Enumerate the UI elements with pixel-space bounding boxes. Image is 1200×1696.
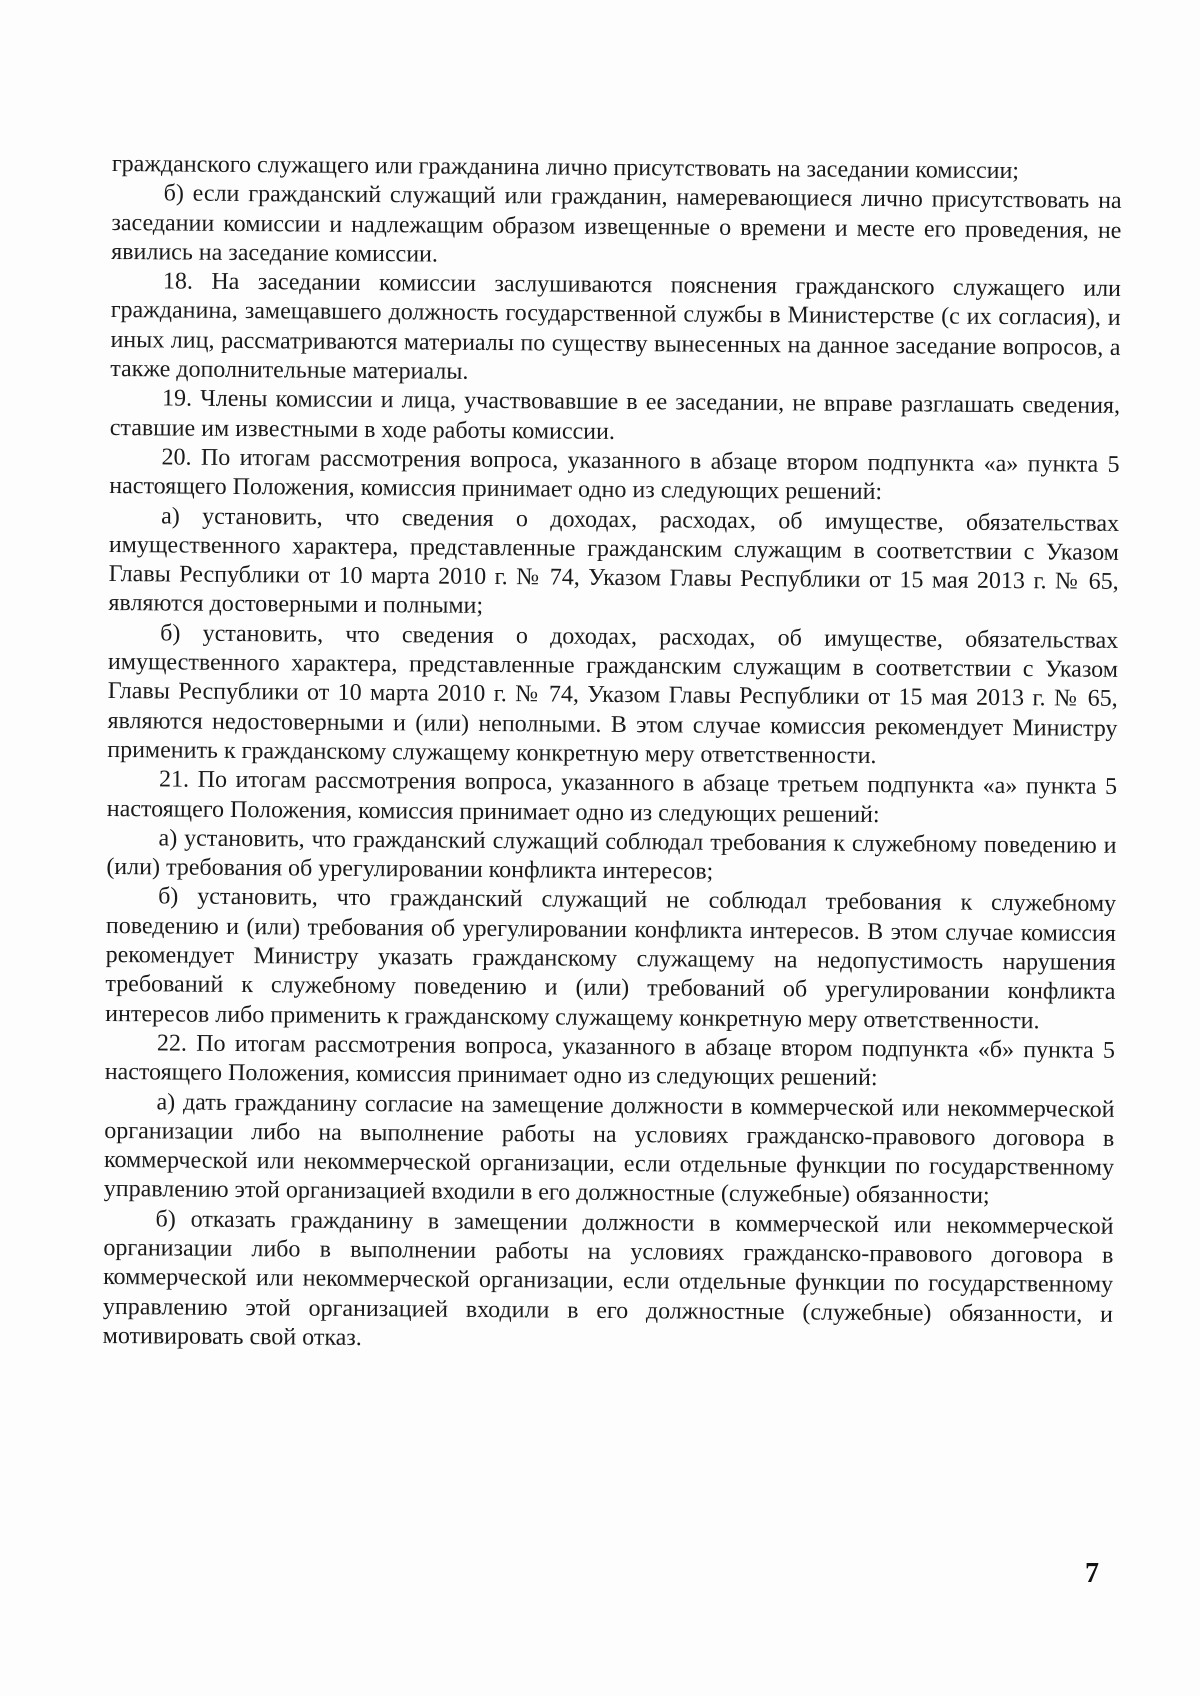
paragraph-21a: а) установить, что гражданский служащий соблюдал требования к служебному поведению и (или) требования об урегулировании конфликта интересов;	[106, 825, 1117, 885]
paragraph-22a: а) дать гражданину согласие на замещение должности в коммерческой или некоммерческой организации либо на выполнение работы на условиях гражданско-правового договора в коммерческой или некоммерческой организации, если отдельные функции по государственному управлению этой организацией входили в его должностные (служебные) обязанности;	[103, 1088, 1115, 1210]
page-number: 7	[1085, 1558, 1099, 1589]
document-body	[103, 150, 1122, 1359]
paragraph-17a-continuation: гражданского служащего или гражданина лично присутствовать на заседании комиссии;	[111, 150, 1020, 185]
paragraph-18: 18. На заседании комиссии заслушиваются пояснения гражданского служащего или гражданина, замещавшего должность государственной службы в Министерстве (с их согласия), и иных лиц, рассматриваются материалы по существу вынесенных на данное заседание вопросов, а также дополнительные материалы.	[110, 268, 1122, 385]
paragraph-20a: а) установить, что сведения о доходах, расходах, об имуществе, обязательствах имущественного характера, представленные гражданским служащим в соответствии с Указом Главы Республики от 10 марта 2010 г. № 74, Указом Главы Республики от 15 мая 2013 г. № 65, являются достоверными и полными;	[108, 502, 1120, 620]
paragraph-20: 20. По итогам рассмотрения вопроса, указанного в абзаце втором подпункта «а» пункта 5 настоящего Положения, комиссия принимает одно из следующих решений:	[109, 444, 1120, 506]
paragraph-17b: б) если гражданский служащий или гражданин, намеревающиеся лично присутствовать на заседании комиссии и надлежащим образом извещенные о времени и месте его проведения, не явились на заседание комиссии.	[111, 180, 1122, 268]
paragraph-21: 21. По итогам рассмотрения вопроса, указанного в абзаце третьем подпункта «а» пункта 5 настоящего Положения, комиссия принимает одно из следующих решений:	[106, 766, 1118, 828]
paragraph-19: 19. Члены комиссии и лица, участвовавшие в ее заседании, не вправе разглашать сведения, ставшие им известными в ходе работы комиссии.	[109, 385, 1121, 445]
paragraph-21b: б) установить, что гражданский служащий не соблюдал требования к служебному поведению и (или) требования об урегулировании конфликта интересов. В этом случае комиссия рекомендует Министру указать гражданскому служащему на недопустимость нарушения требований к служебному поведению и (или) требований об урегулировании конфликта интересов либо применить к гражданскому служащему конкретную меру ответственности.	[105, 883, 1117, 1034]
paragraph-22b: б) отказать гражданину в замещении должности в коммерческой или некоммерческой организации либо в выполнении работы на условиях гражданско-правового договора в коммерческой или некоммерческой организации, если отдельные функции по государственному управлению этой организацией входили в его должностные (служебные) обязанности, и мотивировать свой отказ.	[102, 1206, 1114, 1351]
paragraph-22: 22. По итогам рассмотрения вопроса, указанного в абзаце втором подпункта «б» пункта 5 настоящего Положения, комиссия принимает одно из следующих решений:	[104, 1030, 1116, 1092]
paragraph-20b: б) установить, что сведения о доходах, расходах, об имуществе, обязательствах имущественного характера, представленные гражданским служащим в соответствии с Указом Главы Республики от 10 марта 2010 г. № 74, Указом Главы Республики от 15 мая 2013 г. № 65, являются недостоверными и (или) неполными. В этом случае комиссия рекомендует Министру применить к гражданскому служащему конкретную меру ответственности.	[107, 620, 1119, 769]
